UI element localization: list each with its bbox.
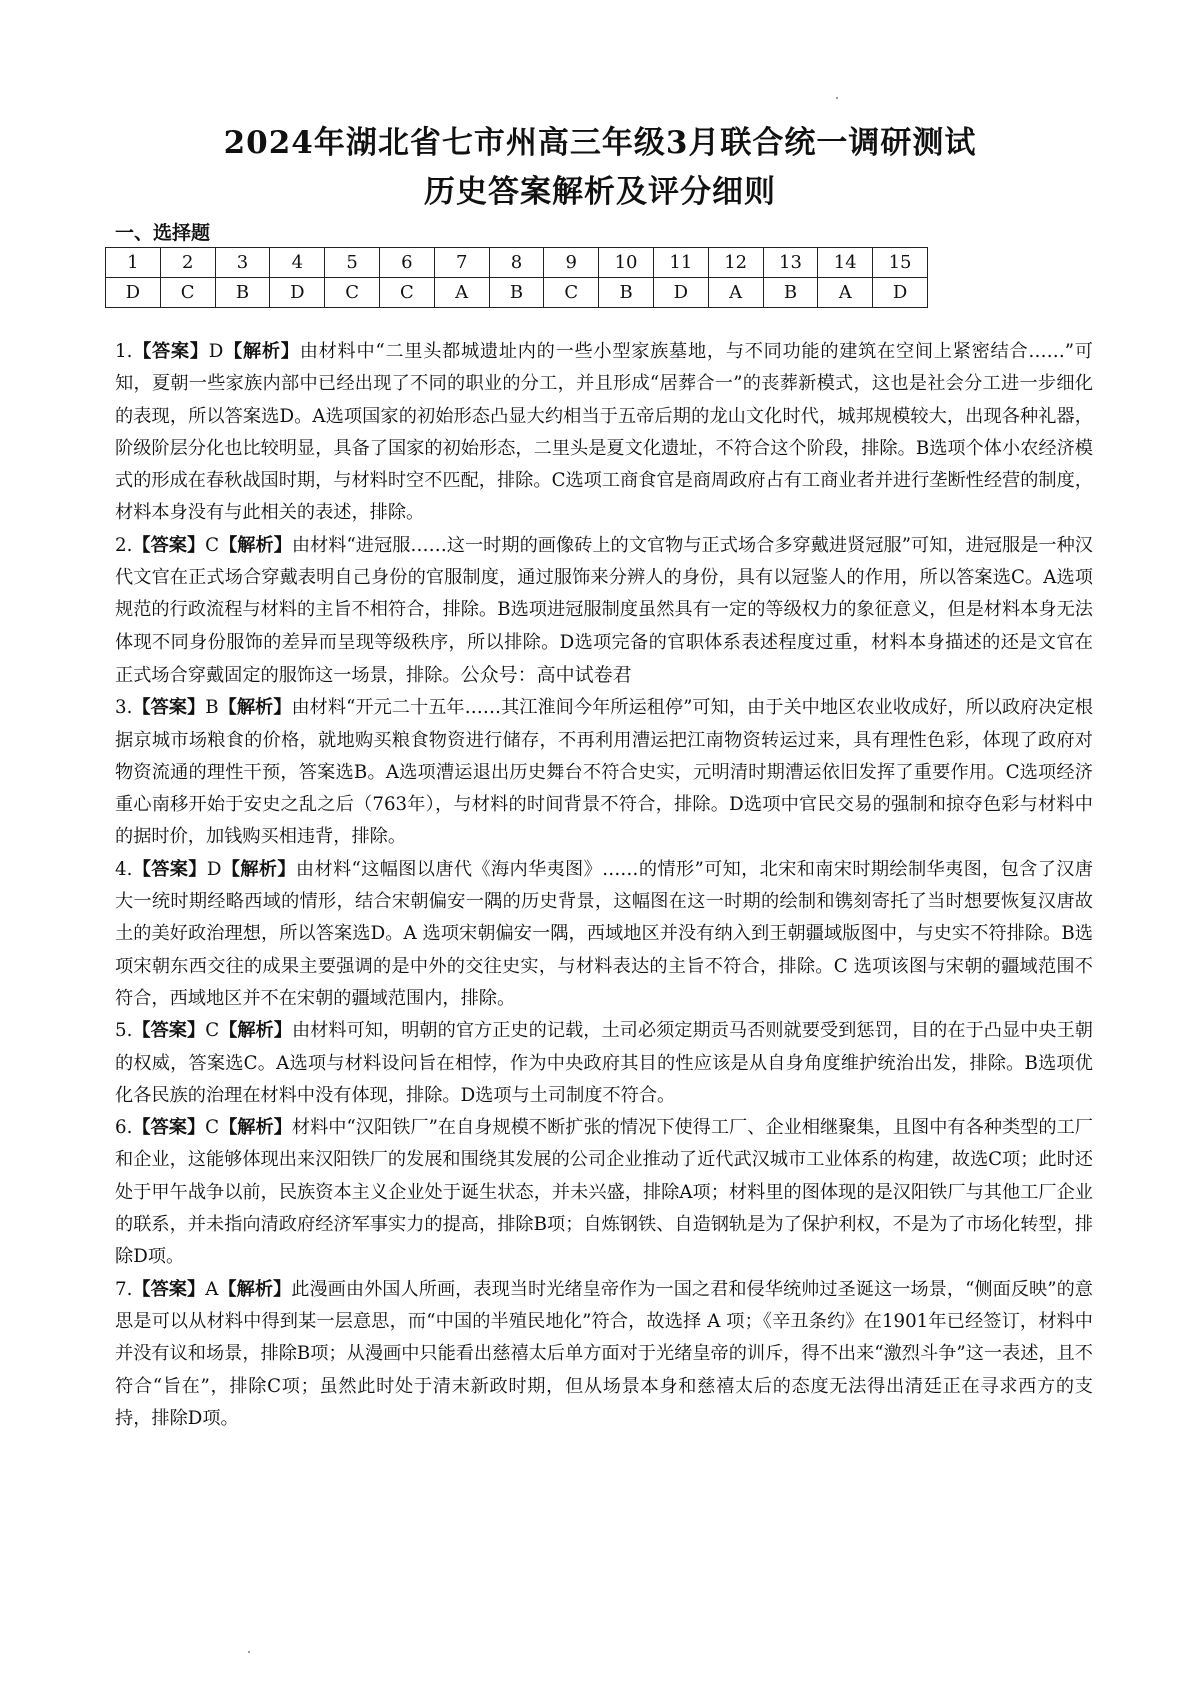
explanation-number: 3. [115, 697, 133, 719]
explanation-item [115, 854, 1093, 1015]
answer-letter: A [205, 1278, 219, 1300]
question-number: 7 [434, 248, 489, 278]
explanation-text: 由材料可知，明朝的官方正史的记载，土司必须定期贡马否则就要受到惩罚，目的在于凸显中央王朝的权威，答案选C。A选项与材料设问旨在相悖，作为中央政府其目的性应该是从自身角度维护统治出发，排除。B选项优化各民族的治理在材料中没有体现，排除。D选项与土司制度不符合。 [115, 1020, 1093, 1106]
scan-speck [248, 1651, 250, 1653]
answer-tag: 【答案】 [132, 1020, 206, 1042]
answer-cell: A [708, 278, 763, 308]
answer-cell: D [653, 278, 708, 308]
question-number: 15 [873, 248, 928, 278]
answer-cell: A [818, 278, 873, 308]
source-watermark: 公众号：高中试卷君 [460, 663, 632, 686]
explanations [115, 336, 1093, 1435]
question-number: 14 [818, 248, 873, 278]
explanation-item [115, 530, 1093, 692]
section-heading: 一、选择题 [115, 222, 211, 244]
analysis-tag: 【解析】 [223, 341, 300, 362]
answer-letter: C [205, 1117, 220, 1139]
question-number: 4 [270, 248, 325, 278]
explanation-text: 由材料中“二里头都城遗址内的一些小型家族墓地，与不同功能的建筑在空间上紧密结合……”可知，夏朝一些家族内部中已经出现了不同的职业的分工，并且形成“居葬合一”的丧葬新模式，这也是社会分工进一步细化的表现，所以答案选D。A选项国家的初始形态凸显大约相当于五帝后期的龙山文化时代，城邦规模较大，出现各种礼器，阶级阶层分化也比较明显，具备了国家的初始形态，二里头是夏文化遗址，不符合这个阶段，排除。B选项个体小农经济模式的形成在春秋战国时期，与材料时空不匹配，排除。C选项工商食官是商周政府占有工商业者并进行垄断性经营的制度，材料本身没有与此相关的表述，排除。 [115, 341, 1093, 524]
answer-cell: B [599, 278, 654, 308]
answer-cell: B [215, 278, 270, 308]
answer-tag: 【答案】 [132, 697, 206, 719]
question-number: 1 [106, 248, 161, 278]
answer-table [105, 247, 928, 308]
analysis-tag: 【解析】 [219, 1020, 292, 1042]
explanation-item [115, 1274, 1093, 1435]
answer-cell: C [379, 278, 434, 308]
explanation-item [115, 336, 1093, 530]
answer-cell: B [763, 278, 818, 308]
answer-cell: D [270, 278, 325, 308]
explanation-text: 由材料“开元二十五年……其江淮间今年所运租停”可知，由于关中地区农业收成好，所以政府决定根据京城市场粮食的价格，就地购买粮食物资进行储存，不再利用漕运把江南物资转运过来，具有理性色彩，体现了政府对物资流通的理性干预，答案选B。A选项漕运退出历史舞台不符合史实，元明清时期漕运依旧发挥了重要作用。C选项经济重心南移开始于安史之乱之后（763年），与材料的时间背景不符合，排除。D选项中官民交易的强制和掠夺色彩与材料中的据时价，加钱购买相违背，排除。 [115, 697, 1093, 848]
analysis-tag: 【解析】 [218, 697, 292, 719]
explanation-number: 7. [115, 1278, 133, 1300]
explanation-number: 6. [115, 1117, 133, 1139]
question-number: 11 [653, 248, 708, 278]
answer-tag: 【答案】 [132, 534, 206, 556]
answer-letter: C [205, 1020, 220, 1042]
question-number: 2 [160, 248, 215, 278]
answer-tag: 【答案】 [132, 1117, 206, 1139]
explanation-item [115, 1015, 1093, 1112]
answer-cell: A [434, 278, 489, 308]
question-number: 10 [599, 248, 654, 278]
answer-cell: C [325, 278, 380, 308]
answer-table-number-row [106, 248, 928, 278]
answer-cell: D [873, 278, 928, 308]
answer-letter: C [205, 534, 220, 556]
answer-letter: B [205, 697, 219, 719]
answer-tag: 【答案】 [132, 341, 209, 362]
question-number: 9 [544, 248, 599, 278]
explanation-number: 2. [115, 534, 133, 556]
question-number: 8 [489, 248, 544, 278]
explanation-number: 1. [115, 341, 133, 362]
question-number: 13 [763, 248, 818, 278]
analysis-tag: 【解析】 [218, 1278, 292, 1300]
answer-cell: B [489, 278, 544, 308]
answer-letter: D [208, 341, 224, 362]
explanation-item [115, 1112, 1093, 1273]
explanation-text: 由材料“进冠服……这一时期的画像砖上的文官物与正式场合多穿戴进贤冠服”可知，进冠服是一种汉代文官在正式场合穿戴表明自己身份的官服制度，通过服饰来分辨人的身份，具有以冠鉴人的作用，所以答案选C。A选项规范的行政流程与材料的主旨不相符合，排除。B选项进冠服制度虽然具有一定的等级权力的象征意义，但是材料本身无法体现不同身份服饰的差异而呈现等级秩序，所以排除。D选项完备的官职体系表述程度过重，材料本身描述的还是文官在正式场合穿戴固定的服饰这一场景，排除。 [115, 534, 1093, 686]
question-number: 5 [325, 248, 380, 278]
explanation-text: 此漫画由外国人所画，表现当时光绪皇帝作为一国之君和侵华统帅过圣诞这一场景，“侧面反映”的意思是可以从材料中得到某一层意思，而“中国的半殖民地化”符合，故选择 A 项；《辛丑条约》在1901年已经签订，材料中并没有议和场景，排除B项；从漫画中只能看出慈禧太后单方面对于光绪皇帝的训斥，得不出来“激烈斗争”这一表述，且不符合“旨在”，排除C项；虽然此时处于清末新政时期，但从场景本身和慈禧太后的态度无法得出清廷正在寻求西方的支持，排除D项。 [115, 1278, 1093, 1429]
question-number: 3 [215, 248, 270, 278]
answer-table-answer-row [106, 278, 928, 308]
page-title: 2024年湖北省七市州高三年级3月联合统一调研测试 [223, 125, 977, 161]
question-number: 6 [379, 248, 434, 278]
answer-cell: C [160, 278, 215, 308]
scan-speck [836, 97, 838, 99]
answer-cell: D [106, 278, 161, 308]
question-number: 12 [708, 248, 763, 278]
analysis-tag: 【解析】 [219, 1117, 292, 1139]
explanation-item [115, 692, 1093, 853]
answer-tag: 【答案】 [132, 1278, 206, 1300]
answer-tag: 【答案】 [132, 858, 207, 880]
answer-letter: D [206, 858, 222, 880]
answer-cell: C [544, 278, 599, 308]
explanation-text: 材料中“汉阳铁厂”在自身规模不断扩张的情况下使得工厂、企业相继聚集，且图中有各种类型的工厂和企业，这能够体现出来汉阳铁厂的发展和围绕其发展的公司企业推动了近代武汉城市工业体系的构建，故选C项；此时还处于甲午战争以前，民族资本主义企业处于诞生状态，并未兴盛，排除A项；材料里的图体现的是汉阳铁厂与其他工厂企业的联系，并未指向清政府经济军事实力的提高，排除B项；自炼钢铁、自造钢轨是为了保护利权，不是为了市场化转型，排除D项。 [115, 1117, 1093, 1268]
analysis-tag: 【解析】 [221, 858, 296, 880]
explanation-text: 由材料“这幅图以唐代《海内华夷图》……的情形”可知，北宋和南宋时期绘制华夷图，包含了汉唐大一统时期经略西域的情形，结合宋朝偏安一隅的历史背景，这幅图在这一时期的绘制和镌刻寄托了当时想要恢复汉唐故土的美好政治理想，所以答案选D。A 选项宋朝偏安一隅，西域地区并没有纳入到王朝疆域版图中，与史实不符排除。B选项宋朝东西交往的成果主要强调的是中外的交往史实，与材料表达的主旨不符合，排除。C 选项该图与宋朝的疆域范围不符合，西域地区并不在宋朝的疆域范围内，排除。 [115, 858, 1093, 1009]
explanation-number: 4. [115, 858, 133, 880]
analysis-tag: 【解析】 [219, 534, 292, 556]
explanation-number: 5. [115, 1020, 133, 1042]
page-subtitle: 历史答案解析及评分细则 [424, 174, 776, 210]
